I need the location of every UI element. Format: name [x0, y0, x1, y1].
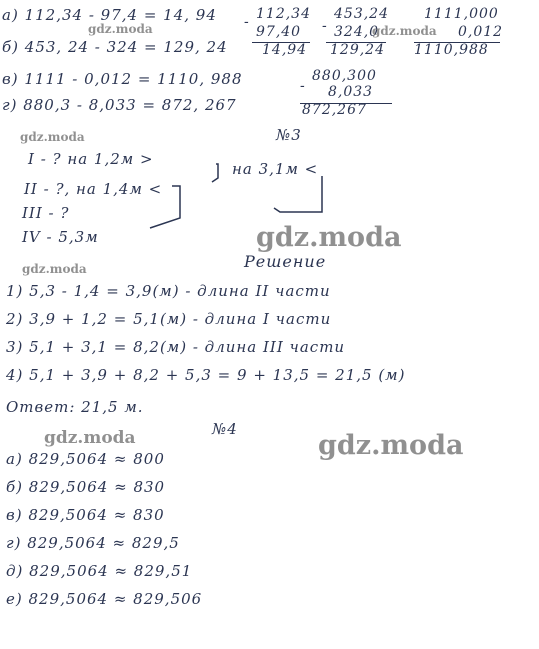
- problem4-line-b: б) 829,5064 ≈ 830: [6, 478, 166, 496]
- problem3-number: №3: [276, 126, 302, 144]
- watermark-small-4: gdz.moda: [22, 262, 87, 276]
- column2-sub: 324,0: [334, 24, 380, 40]
- column3-sub: 0,012: [458, 24, 504, 40]
- problem4-line-d: г) 829,5064 ≈ 829,5: [6, 534, 180, 552]
- column4-minus: -: [300, 78, 306, 94]
- column2-result: 129,24: [330, 42, 385, 58]
- watermark-large-1: gdz.moda: [256, 222, 402, 253]
- solution-step-1: 1) 5,3 - 1,4 = 3,9(м) - длина II части: [6, 282, 331, 300]
- column4-result: 872,267: [302, 102, 367, 118]
- column4-top: 880,300: [312, 68, 377, 84]
- problem2-line-c: в) 1111 - 0,012 = 1110, 988: [2, 70, 243, 88]
- problem2-line-a: а) 112,34 - 97,4 = 14, 94: [2, 6, 217, 24]
- problem4-line-e: д) 829,5064 ≈ 829,51: [6, 562, 193, 580]
- column4-sub: 8,033: [328, 84, 374, 100]
- watermark-medium: gdz.moda: [44, 428, 136, 448]
- problem3-condition-4: IV - 5,3м: [22, 228, 99, 246]
- problem2-line-b: б) 453, 24 - 324 = 129, 24: [2, 38, 228, 56]
- problem4-line-f: е) 829,5064 ≈ 829,506: [6, 590, 203, 608]
- watermark-small-3: gdz.moda: [20, 130, 85, 144]
- problem3-condition-1: I - ? на 1,2м >: [28, 150, 154, 168]
- solution-step-2: 2) 3,9 + 1,2 = 5,1(м) - длина I части: [6, 310, 332, 328]
- problem4-line-a: а) 829,5064 ≈ 800: [6, 450, 165, 468]
- column1-sub: 97,40: [256, 24, 302, 40]
- problem3-condition-2: II - ?, на 1,4м <: [24, 180, 163, 198]
- problem4-number: №4: [212, 420, 238, 438]
- problem3-condition-3: III - ?: [22, 204, 70, 222]
- watermark-small-2: gdz.moda: [372, 24, 437, 38]
- column3-top: 1111,000: [424, 6, 499, 22]
- column1-result: 14,94: [262, 42, 308, 58]
- solution-header: Решение: [244, 252, 327, 271]
- problem4-line-c: в) 829,5064 ≈ 830: [6, 506, 165, 524]
- problem2-line-d: г) 880,3 - 8,033 = 872, 267: [2, 96, 237, 114]
- column1-top: 112,34: [256, 6, 311, 22]
- solution-answer: Ответ: 21,5 м.: [6, 398, 144, 416]
- solution-step-3: 3) 5,1 + 3,1 = 8,2(м) - длина III части: [6, 338, 346, 356]
- watermark-large-2: gdz.moda: [318, 430, 464, 461]
- column1-minus: -: [244, 14, 250, 30]
- solution-step-4: 4) 5,1 + 3,9 + 8,2 + 5,3 = 9 + 13,5 = 21,5 (м): [6, 366, 406, 384]
- column3-result: 1110,988: [414, 42, 489, 58]
- watermark-small-1: gdz.moda: [88, 22, 153, 36]
- column2-minus: -: [322, 18, 328, 34]
- column2-top: 453,24: [334, 6, 389, 22]
- problem3-bracket-note: на 3,1м <: [232, 160, 319, 178]
